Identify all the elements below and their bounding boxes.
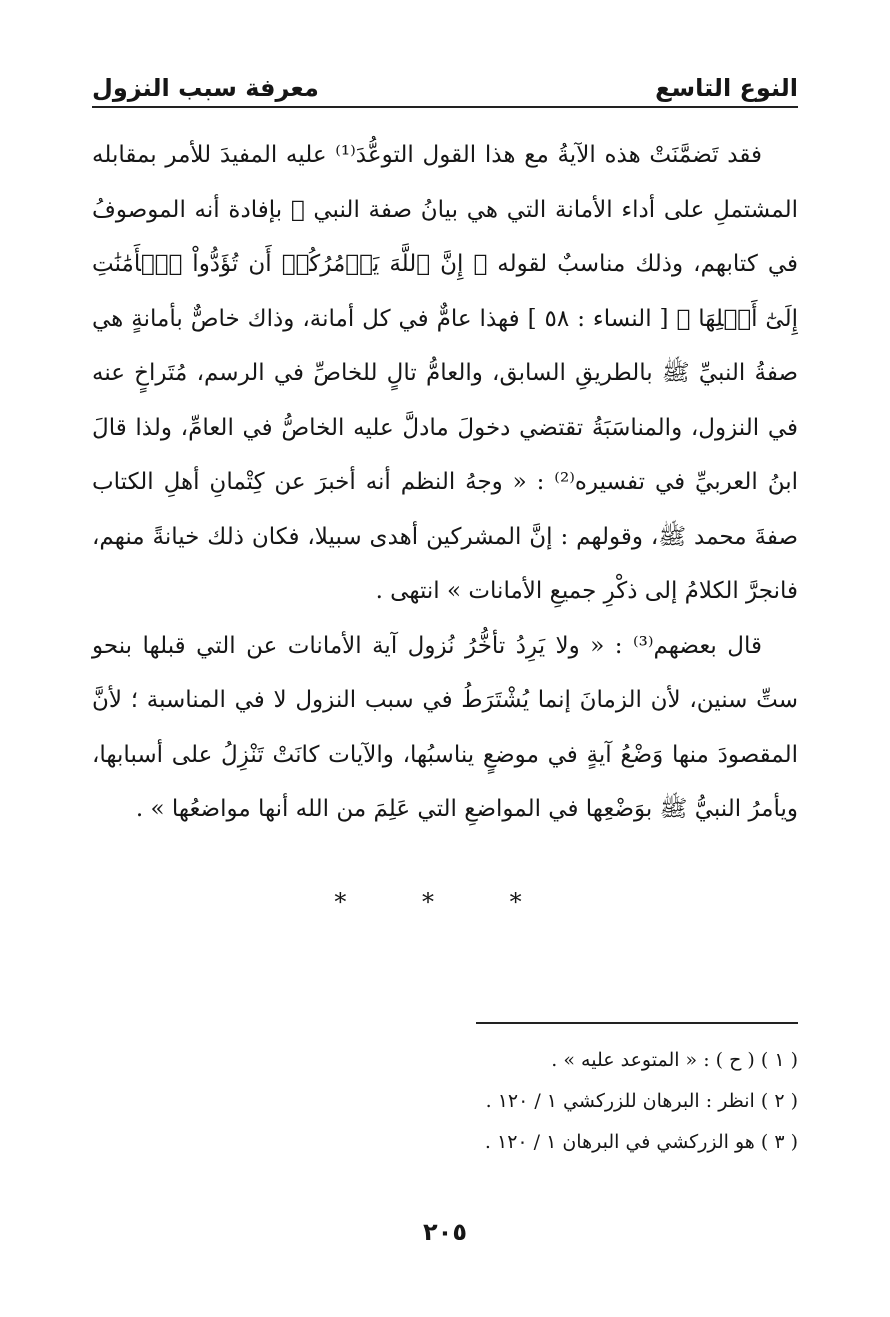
paragraph: فقد تَضمَّنَتْ هذه الآيةُ مع هذا القول التوعُّدَ⁽¹⁾ عليه المفيدَ للأمر بمقابله المشتملِ على أداء الأمانة التي هي بيانُ صفة النبي ﷺ بإفادة أنه الموصوفُ في كتابهم، وذلك مناسبٌ لقوله ﴿ إِنَّ ٱللَّهَ يَأۡمُرُكُمۡ أَن تُؤَدُّواْ ٱلۡأَمَٰنَٰتِ إِلَىٰٓ أَهۡلِهَا ﴾ [ النساء : ٥٨ ] فهذا عامٌّ في كل أمانة، وذاك خاصٌّ بأمانةٍ هي صفةُ النبيِّ ﷺ بالطريقِ السابق، والعامُّ تالٍ للخاصِّ في الرسم، مُتَراخٍ عنه في النزول، والمناسَبَةُ تقتضي دخولَ مادلَّ عليه الخاصُّ في العامِّ، ولذا قالَ ابنُ العربيِّ في تفسيره⁽²⁾ : « وجهُ النظم أنه أخبرَ عن كِتْمانِ أهلِ الكتاب صفةَ محمد ﷺ، وقولهم : إنَّ المشركين أهدى سبيلا، فكان ذلك خيانةً منهم، فانجرَّ الكلامُ إلى ذكْرِ جميعِ الأمانات » انتهى . <box>92 142 799 604</box>
topic-title: معرفة سبب النزول <box>92 74 319 102</box>
footnote: ( ٣ ) هو الزركشي في البرهان ١ / ١٢٠ . <box>484 1131 798 1153</box>
footnote-divider <box>476 1022 798 1024</box>
chapter-title: النوع التاسع <box>655 74 798 102</box>
footnotes <box>92 1040 798 1163</box>
paragraph: قال بعضهم⁽³⁾ : « ولا يَرِدُ تأخُّرُ نُزول آية الأمانات عن التي قبلها بنحو ستِّ سنين، لأن الزمانَ إنما يُشْتَرَطُ في سبب النزول لا في المناسبة ؛ لأنَّ المقصودَ منها وَضْعُ آيةٍ في موضعٍ يناسبُها، والآيات كانَتْ تَنْزِلُ على أسبابها، ويأمرُ النبيُّ ﷺ بوَضْعِها في المواضعِ التي عَلِمَ من الله أنها مواضعُها » . <box>92 632 798 822</box>
running-header <box>92 62 798 108</box>
page-number: ٢٠٥ <box>423 1218 467 1246</box>
main-text <box>92 128 798 837</box>
footnote: ( ١ ) ( ح ) : « المتوعد عليه » . <box>551 1049 798 1071</box>
footnote: ( ٢ ) انظر : البرهان للزركشي ١ / ١٢٠ . <box>485 1090 798 1112</box>
section-separator: * * * <box>334 888 556 916</box>
